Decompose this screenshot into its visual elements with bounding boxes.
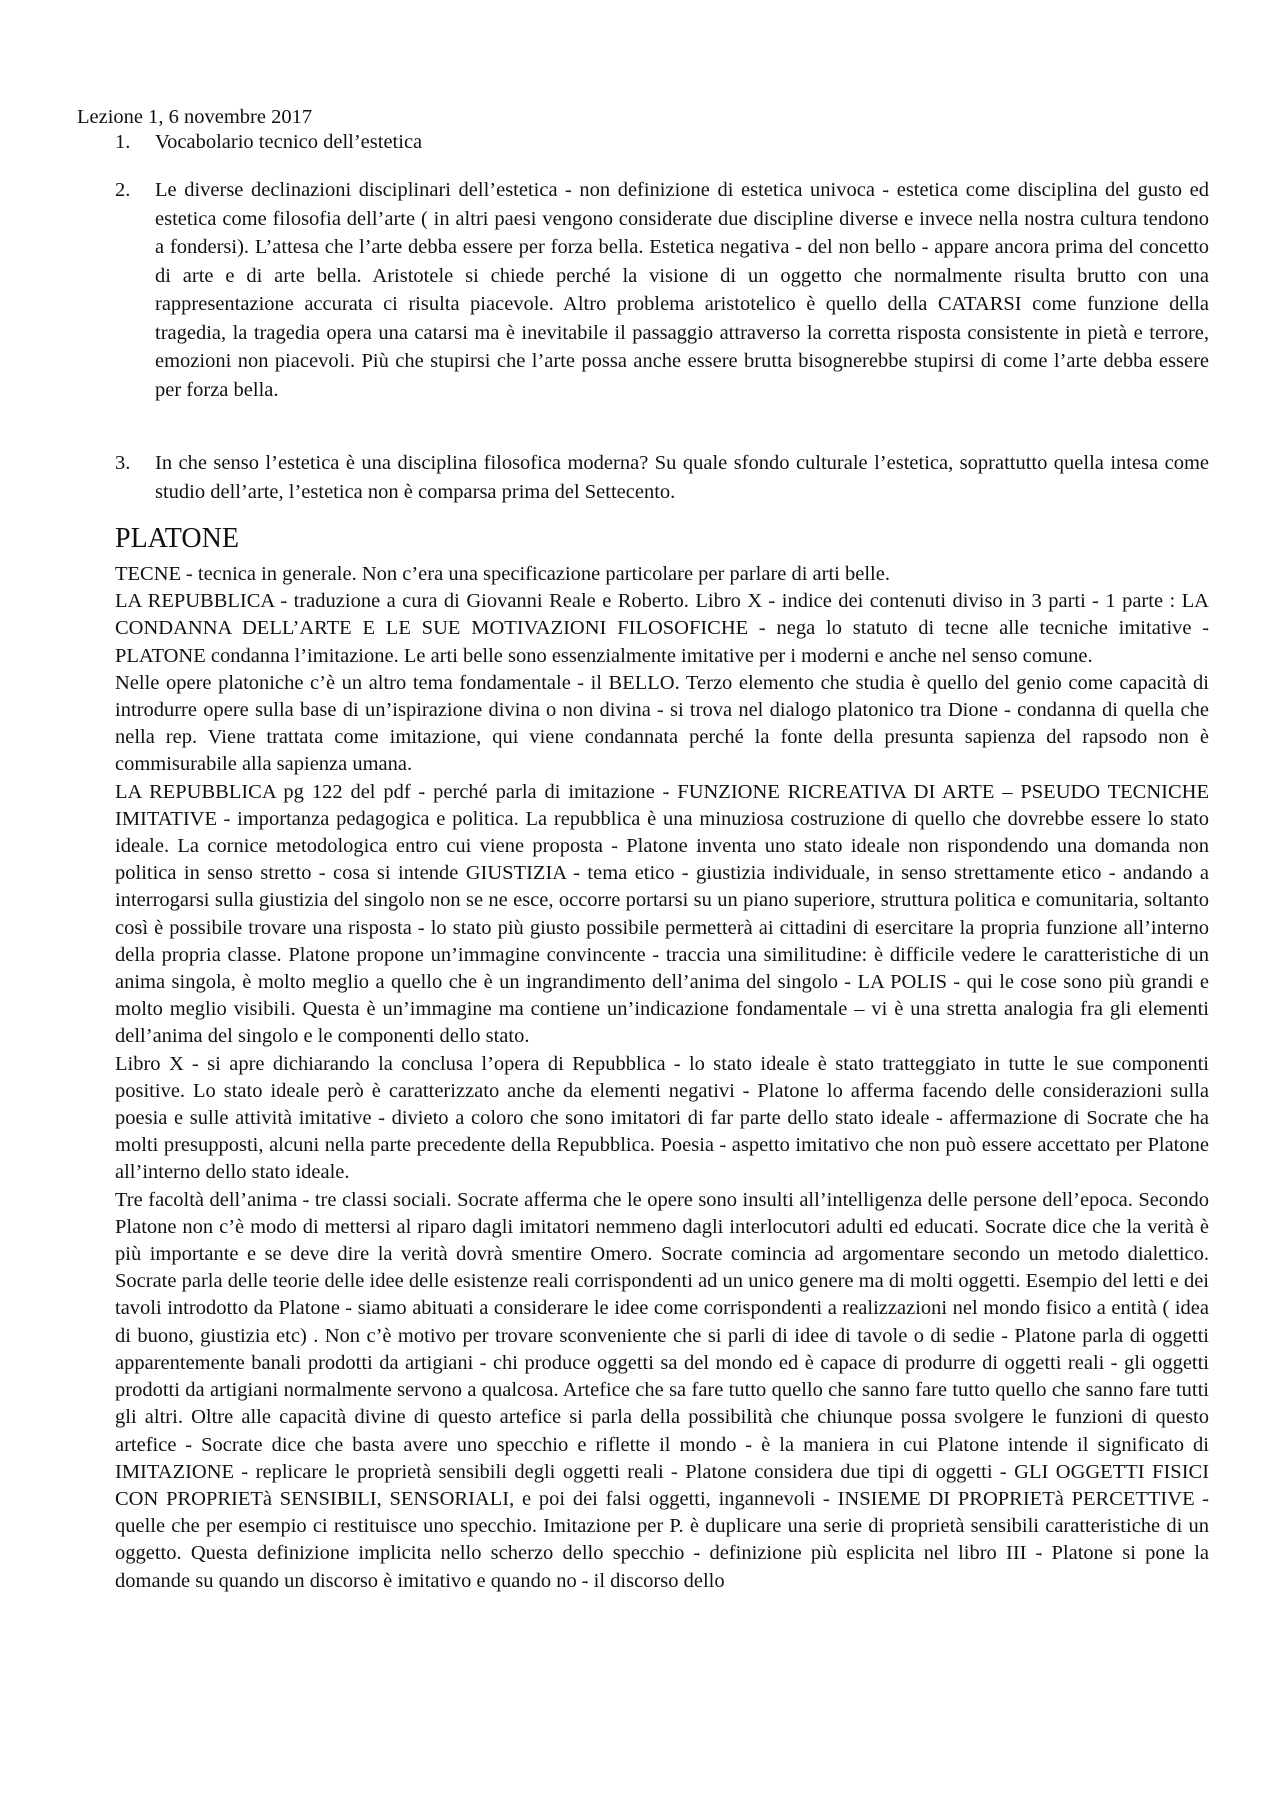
arrow-icon: ➡ [418,922,425,936]
arrow-icon: ➡ [953,977,961,991]
paragraph-funzione-ricreativa: LA REPUBBLICA pg 122 del pdf ➡ perché parla di imitazione ➡ FUNZIONE RICREATIVA DI ARTE – PSEUDO TECNICHE IMITATIVE ➡ importanza pedagogica e politica. La repubblica è una minuziosa costruzione di quello che dovrebbe essere lo stato ideale. La cornice metodologica entro cui viene proposta ➡ Platone inventa uno stato ideale non rispondendo una domanda non politica in senso stretto ➡ cosa si intende GIUSTIZIA ➡ tema etico ➡ giustizia individuale, in senso strettamente etico ➡ andando a interrogarsi sulla giustizia del singolo non se ne esce, occorre portarsi su un piano superiore, struttura politica e comunitaria, soltanto così è possibile trovare una risposta ➡ lo stato più giusto possibile permetterà ai cittadini di esercitare la propria funzione all’interno della propria classe. Platone propone un’immagine convincente ➡ traccia una similitudine: è difficile vedere le caratteristiche di un anima singola, è molto meglio a quello che è un ingrandimento dell’anima del singolo ➡ LA POLIS ➡ qui le cose sono più grandi e molto meglio visibili. Questa è un’immagine ma contiene un’indicazione fondamentale – vi è una stretta analogia fra gli elementi dell’anima del singolo e le componenti dello stato. [115,780,1210,1048]
arrow-icon: ➡ [1001,1330,1008,1344]
arrow-icon: ➡ [652,949,660,963]
arrow-icon: ➡ [186,569,193,582]
arrow-icon: ➡ [1004,705,1011,719]
arrow-icon: ➡ [573,868,580,882]
arrow-icon: ➡ [345,1303,353,1317]
arrow-icon: ➡ [844,977,852,991]
arrow-icon: ➡ [318,868,326,882]
section-title: PLATONE [115,523,239,554]
arrow-icon: ➡ [1092,596,1099,610]
arrow-icon: ➡ [1110,1357,1118,1371]
arrow-icon: ➡ [921,242,929,255]
arrow-icon: ➡ [479,1357,487,1371]
paragraph-repubblica: LA REPUBBLICA ➡ traduzione a cura di Giovanni Reale e Roberto. Libro X ➡ indice dei contenuti diviso in 3 parti ➡ 1 parte : LA CONDANNA DELL’ARTE E LE SUE MOTIVAZIONI FILOSOFICHE ➡ nega lo statuto di tecne alle tecniche imitative ➡ PLATONE condanna l’imitazione. Le arti belle sono essenzialmente imitative per i moderni e anche nel senso comune. [115,590,1209,667]
arrow-icon: ➡ [673,1058,681,1072]
arrow-icon: ➡ [882,185,890,198]
paragraph-libro-x: Libro X ➡ si apre dichiarando la conclusa l’opera di Repubblica ➡ lo stato ideale è stato tratteggiato in tutte le sue componenti positive. Lo stato ideale però è caratterizzato anche da elementi negativi ➡ Platone lo afferma facendo delle considerazioni sulla poesia e sulle attività imitative ➡ divieto a coloro che sono imitatori di far parte dello stato ideale ➡ affermazione di Socrate che ha molti presupposti, alcuni nella parte precedente della Repubblica. Poesia ➡ aspetto imitativo che non può essere accettato per Platone all’interno dello stato ideale. [115,1052,1209,1184]
arrow-icon: ➡ [759,623,766,637]
arrow-icon: ➡ [936,1113,943,1127]
list-text: Le diverse declinazioni disciplinari dell’estetica ➡ non definizione di estetica univoca ➡ estetica come disciplina del gusto ed estetica come filosofia dell’arte ( in altri paesi vengono considerate due discipline diverse e invece nella nostra cultura tendono a fondersi). L’attesa che l’arte debba essere per forza bella. Estetica negativa ➡ del non bello ➡ appare ancora prima del concetto di arte e di arte bella. Aristotele si chiede perché la visione di un oggetto che normalmente risulta brutto con una rappresentazione accurata ci risulta piacevole. Altro problema aristotelico è quello della CATARSI come funzione della tragedia, la tragedia opera una catarsi ma è inevitabile il passaggio attraverso la corretta risposta consistente in pietà e terrore, emozioni non piacevoli. Più che stupirsi che l’arte possa anche essere brutta bisognerebbe stupirsi di come l’arte debba essere per forza bella. [155,179,1209,401]
list-number: 1. [115,131,131,153]
arrow-icon: ➡ [795,242,802,255]
paragraph-tecne: TECNE ➡ tecnica in generale. Non c’era una specificazione particolare per parlare di arti belle. [115,563,890,585]
arrow-icon: ➡ [1035,1548,1043,1562]
arrow-icon: ➡ [1202,623,1209,637]
arrow-icon: ➡ [378,1113,385,1127]
arrow-icon: ➡ [280,596,288,610]
list-number: 3. [115,452,131,474]
arrow-icon: ➡ [577,677,585,691]
body-text [115,561,1209,1595]
arrow-icon: ➡ [1000,1466,1007,1480]
arrow-icon: ➡ [823,1493,830,1507]
arrow-icon: ➡ [581,1575,589,1589]
arrow-icon: ➡ [719,1140,727,1154]
arrow-icon: ➡ [657,705,664,719]
arrow-icon: ➡ [192,1058,199,1072]
arrow-icon: ➡ [302,1194,310,1208]
arrow-icon: ➡ [1108,868,1116,882]
arrow-icon: ➡ [223,813,231,827]
arrow-icon: ➡ [768,596,776,610]
arrow-icon: ➡ [671,1466,678,1480]
arrow-icon: ➡ [681,868,689,882]
list-text: In che senso l’estetica è una disciplina filosofica moderna? Su quale sfondo culturale l’estetica, soprattutto quella intesa come studio dell’arte, l’estetica non è comparsa prima del Settecento. [155,452,1209,503]
arrow-icon: ➡ [185,1439,193,1453]
paragraph-bello: Nelle opere platoniche c’è un altro tema fondamentale ➡ il BELLO. Terzo elemento che studia è quello del genio come capacità di introdurre opere sulla base di un’ispirazione divina o non divina ➡ si trova nel dialogo platonico tra Dione ➡ condanna di quella che nella rep. Viene trattata come imitazione, qui viene condannata perché la fonte della presunta sapienza del rapsodo non è commisurabile alla sapienza umana. [115,671,1210,776]
arrow-icon: ➡ [611,841,618,855]
list-text: Vocabolario tecnico dell’estetica [155,131,423,153]
list-number: 2. [115,179,131,201]
arrow-icon: ➡ [742,1085,750,1099]
arrow-icon: ➡ [1202,1493,1209,1507]
arrow-icon: ➡ [745,1439,753,1453]
arrow-icon: ➡ [693,1548,701,1562]
arrow-icon: ➡ [565,185,572,198]
arrow-icon: ➡ [418,786,426,800]
lesson-heading: Lezione 1, 6 novembre 2017 [77,106,313,128]
paragraph-facolta-anima: Tre facoltà dell’anima ➡ tre classi sociali. Socrate afferma che le opere sono insulti all’intelligenza delle persone dell’epoca. Secondo Platone non c’è modo di mettersi al riparo dagli imitatori nemmeno dagli interlocutori adulti ed educati. Socrate dice che la verità è più importante e se deve dire la verità dovrà smentire Omero. Socrate comincia ad argomentare secondo un metodo dialettico. Socrate parla delle teorie delle idee delle esistenze reali corrispondenti ad un unico genere ma di molti oggetti. Esempio del letti e dei tavoli introdotto da Platone ➡ siamo abituati a considerare le idee come corrispondenti a realizzazioni nel mondo fisico a entità ( idea di buono, giustizia etc) . Non c’è motivo per trovare sconveniente che si parli di idee di tavole o di sedie ➡ Platone parla di oggetti apparentemente banali prodotti da artigiani ➡ chi produce oggetti sa del mondo ed è capace di produrre di oggetti reali ➡ gli oggetti prodotti da artigiani normalmente servono a qualcosa. Artefice che sa fare tutto quello che sanno fare tutto quello che sanno fare tutti gli altri. Oltre alle capacità divine di questo artefice si parla della possibilità che chiunque possa svolgere le funzioni di questo artefice ➡ Socrate dice che basta avere uno specchio e riflette il mondo ➡ è la maniera in cui Platone intende il significato di IMITAZIONE ➡ replicare le proprietà sensibili degli oggetti reali ➡ Platone considera due tipi di oggetti ➡ GLI OGGETTI FISICI CON PROPRIETà SENSIBILI, SENSORIALI, e poi dei falsi oggetti, ingannevoli ➡ INSIEME DI PROPRIETà PERCETTIVE ➡ quelle che per esempio ci restituisce uno specchio. Imitazione per P. è duplicare una serie di proprietà sensibili caratteristiche di un oggetto. Questa definizione implicita nello scherzo dello specchio ➡ definizione più esplicita nel libro III ➡ Platone si pone la domande su quando un discorso è imitativo e quando no ➡ il discorso dello [115,1188,1210,1592]
arrow-icon: ➡ [662,786,670,800]
arrow-icon: ➡ [241,1466,249,1480]
